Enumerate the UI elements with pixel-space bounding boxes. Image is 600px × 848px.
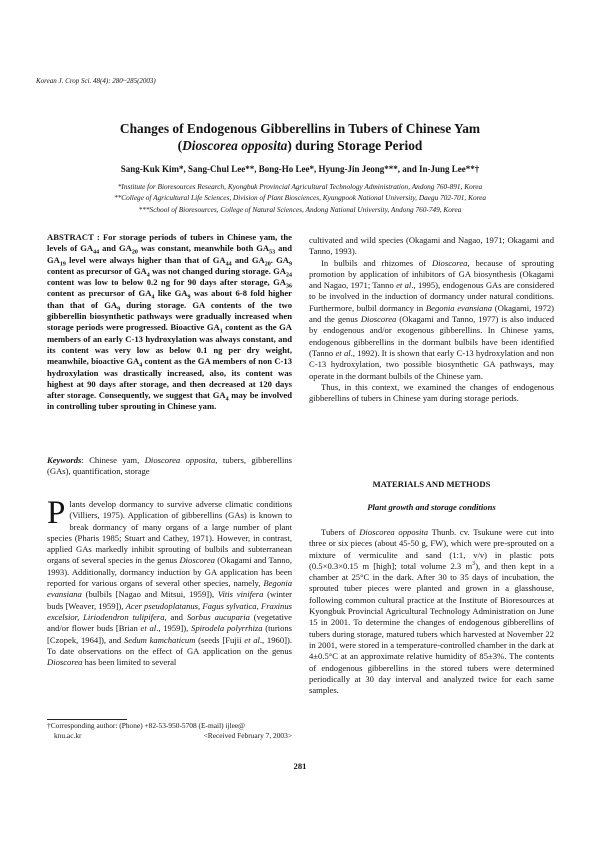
abstract: ABSTRACT : For storage periods of tubers in Chinese yam, the levels of $GA_{44}$ and $GA_{20}$ was constant, meanwhile both $GA_{53}$ and $GA_{19}$ level were always higher than that of $GA_{44}$ and $GA_{20}$. $GA_9$ content as precursor of $GA_4$ was not changed during storage. $GA_{24}$ content was low to below 0.2 ng for 90 days after storage, $GA_{36}$ content as precursor of $GA_4$ like $GA_9$ was about 6-8 fold higher than that of $GA_9$ during storage. GA contents of the two gibberellin biosynthetic pathways were gradually increased when storage periods were progressed. Bioactive $GA_1$ content as the GA members of an early C-13 hydroxylation was always constant, and its content was very low as below 0.1 ng per dry weight, meanwhile, bioactive $GA_4$ content as the GA members of non C-13 hydroxylation was drastically increased, also, its content was highest at 90 days after storage, and then decreased at 120 days after storage. Consequently, we suggest that $GA_4$ may be involved in controlling tuber sprouting in Chinese yam. [47,232,293,412]
title-species: Dioscorea opposita [182,138,288,153]
subsection-heading-plant: Plant growth and storage conditions [367,502,496,512]
introduction: Plants develop dormancy to survive adverse climatic conditions (Villiers, 1975). Application of gibberellins (GAs) is known to break dormancy of many organs of a large number of plant species (Pharis 1985; Stuart and Cathey, 1971). However, in contrast, applied GAs markedly inhibit sprouting of bulbils and subterranean organs of several species in the genus Dioscorea (Okagami and Tanno, 1993). Additionally, dormancy induction by GA application has been reported for various organs of several other species, namely, Begonia evansiana (bulbils [Nagao and Mitsui, 1959]), Vitis vinifera (winter buds [Weaver, 1959]), Acer pseudoplatanus, Fagus sylvatica, Fraxinus excelsior, Liriodendron tulipifera, and Sorbus aucuparia (vegetative and/or flower buds [Brian et al., 1959]), Spirodela polyrrhiza (turions [Czopek, 1964]), and Sedum kamchaticum (seeds [Fujii et al., 1960]). To date observations on the effect of GA application on the genus Dioscorea has been limited to several [47,495,293,668]
title-line-1: Changes of Endogenous Gibberellins in Tubers of Chinese Yam [119,121,481,136]
received-date: <Received February 7, 2003> [203,731,292,740]
paragraph: In bulbils and rhizomes of Dioscorea, because of sprouting promotion by application of inhibitors of GA biosynthesis (Okagami and Nagao, 1971; Tanno et al., 1995), endogenous GAs are considered to be involved in the induction of dormancy under natural conditions. Furthermore, bulbil dormancy in Begonia evansiana (Okagami, 1972) and the genus Dioscorea (Okagami and Tanno, 1977) is also induced by endogenous and/or exogenous gibberellins. In Chinese yams, endogenous gibberellins in the dormant bulbils have been identified (Tanno et al., 1992). It is shown that early C-13 hydroxylation and non C-13 hydroxylation, two possible biosynthetic GA pathways, may operate in the dormant bulbils of the Chinese yam. [309,257,554,381]
footnote-line-2: knu.ac.kr <Received February 7, 2003> [54,731,292,740]
methods-paragraph: Tubers of Dioscorea opposita Thunb. cv. Tsukune were cut into three or six pieces (about 45-50 g, FW), which were pre-sprouted on a mixture of vermiculite and sand (1:1, v/v) in plastic pots (0.5×0.3×0.15 m [high]; total volume 2.3 $m^3$), and then kept in a chamber at 25°C in the dark. After 30 to 35 days of incubation, the sprouted tuber pieces were planted and grown in a glasshouse, following common cultural practice at the Institute of Bioresources at Kyongbuk Provincial Agricultural Technology Administration on June 15 in 2001. To determine the changes of endogenous gibberellins of tubers during storage, matured tubers which harvested at November 22 in 2001, were stored in a temperature-controlled chamber in the dark at 4±0.5°C at an approximate relative humidity of 85±3%. The contents of endogenous gibberellins in the stored tubers were determined periodically at 30 day interval and analyzed twice for each same samples. [309,527,554,696]
footnote-divider [47,719,127,720]
footnote [47,721,292,741]
affiliation-1: *Institute for Bioresources Research, Kyongbuk Provincial Agricultural Technology Administration, Andong 760-891, Korea [117,182,483,191]
article-title [50,120,550,154]
page-number: 281 [293,761,307,771]
affiliation-2: **College of Agricultural Life Sciences, Division of Plant Biosciences, Kyungpook National University, Daegu 702-701, Korea [113,193,487,203]
paragraph: cultivated and wild species (Okagami and Nagao, 1971; Okagami and Tanno, 1993). [309,235,554,257]
title-line-2: (Dioscorea opposita) during Storage Period [177,138,423,153]
section-heading-methods: MATERIALS AND METHODS [372,479,491,489]
paragraph: Thus, in this context, we examined the changes of endogenous gibberellins of tubers in Chinese yam during storage periods. [309,381,554,404]
footnote-line-1: †Corresponding author: (Phone) +82-53-950-5708 (E-mail) ijlee@ [47,721,245,730]
keywords-label: Keywords [47,455,82,465]
affiliations [36,181,564,215]
keywords: Keywords: Chinese yam, Dioscorea opposita, tubers, gibberellins (GAs), quantification, storage [47,455,292,477]
journal-citation: Korean J. Crop Sci. 48(4): 280~285(2003) [36,77,156,85]
affiliation-3: ***School of Bioresources, College of Natural Sciences, Andong National University, Andong 760-749, Korea [138,204,462,214]
right-column-intro [309,235,554,404]
abstract-label: ABSTRACT : [47,232,103,242]
drop-cap: P [47,495,66,531]
author-list: Sang-Kuk Kim*, Sang-Chul Lee**, Bong-Ho Lee*, Hyung-Jin Jeong***, and In-Jung Lee**† [120,164,480,174]
